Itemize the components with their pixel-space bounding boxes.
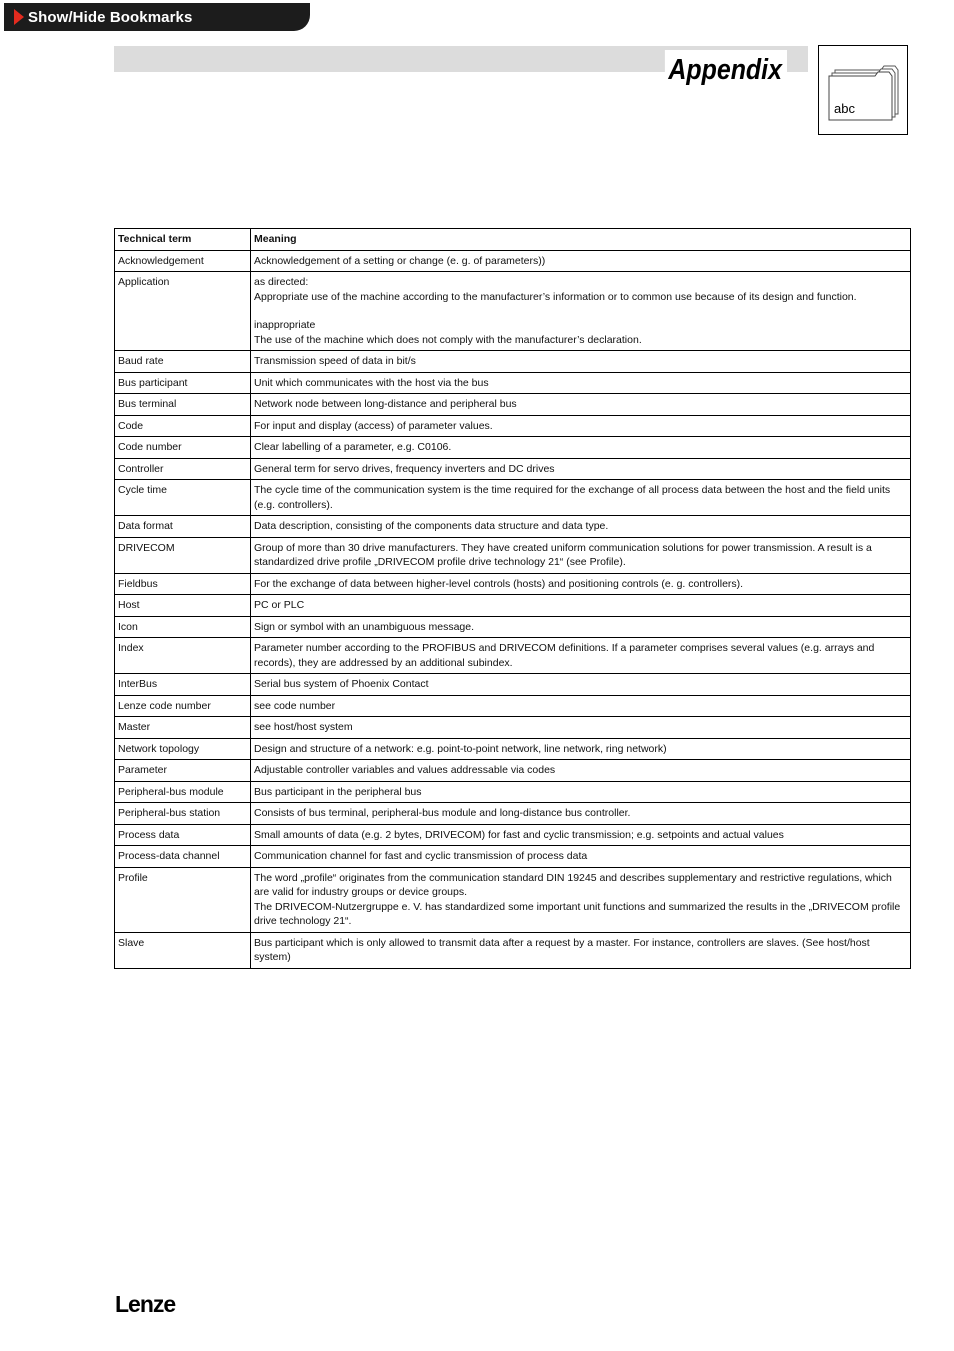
meaning-line: Parameter number according to the PROFIBUS and DRIVECOM definitions. If a parameter comprises several values (e.g. arrays and records), they are addressed by an additional subindex. (254, 642, 875, 669)
table-row (115, 803, 911, 825)
table-row (115, 738, 911, 760)
term-cell: Cycle time (115, 480, 251, 516)
meaning-line: Bus participant which is only allowed to transmit data after a request by a master. For instance, controllers are slaves. (See host/host system) (254, 936, 870, 963)
meaning-line: Small amounts of data (e.g. 2 bytes, DRIVECOM) for fast and cyclic transmission; e.g. setpoints and actual values (254, 828, 784, 841)
section-tab (818, 45, 908, 135)
meaning-line: Network node between long-distance and peripheral bus (254, 398, 517, 410)
glossary-table (114, 228, 911, 969)
meaning-cell (251, 616, 911, 638)
table-row (115, 480, 911, 516)
meaning-cell (251, 781, 911, 803)
table-row (115, 638, 911, 674)
meaning-cell (251, 480, 911, 516)
term-cell: InterBus (115, 674, 251, 696)
meaning-line (254, 304, 907, 318)
table-row (115, 394, 911, 416)
table-row (115, 932, 911, 968)
meaning-line: For the exchange of data between higher-level controls (hosts) and positioning controls (e. g. controllers). (254, 577, 744, 590)
meaning-cell (251, 372, 911, 394)
meaning-cell (251, 351, 911, 373)
term-cell: Slave (115, 932, 251, 968)
term-cell: Parameter (115, 760, 251, 782)
term-cell: Code number (115, 437, 251, 459)
meaning-line: PC or PLC (254, 599, 305, 611)
table-row (115, 415, 911, 437)
term-cell: Process-data channel (115, 846, 251, 868)
table-row (115, 760, 911, 782)
meaning-line: Acknowledgement of a setting or change (e. g. of parameters)) (254, 254, 546, 267)
meaning-cell (251, 394, 911, 416)
table-row (115, 537, 911, 573)
meaning-cell (251, 760, 911, 782)
table-row (115, 781, 911, 803)
term-cell: Profile (115, 867, 251, 932)
meaning-line: Serial bus system of Phoenix Contact (254, 678, 429, 690)
meaning-line: Data description, consisting of the components data structure and data type. (254, 520, 609, 532)
term-cell: Acknowledgement (115, 250, 251, 272)
meaning-line: see code number (254, 699, 336, 712)
table-body (115, 250, 911, 968)
term-cell: Master (115, 717, 251, 739)
term-cell: Icon (115, 616, 251, 638)
meaning-cell (251, 516, 911, 538)
term-cell: Bus participant (115, 372, 251, 394)
meaning-cell (251, 867, 911, 932)
table-row (115, 695, 911, 717)
meaning-line: Design and structure of a network: e.g. point-to-point network, line network, ring network) (254, 742, 667, 755)
meaning-line: inappropriate (254, 319, 316, 331)
meaning-cell (251, 415, 911, 437)
term-cell: Index (115, 638, 251, 674)
table-row (115, 351, 911, 373)
term-cell: Fieldbus (115, 573, 251, 595)
folder-tabs-icon (819, 46, 907, 134)
term-cell: Peripheral-bus station (115, 803, 251, 825)
table-row (115, 272, 911, 351)
meaning-line: Group of more than 30 drive manufacturers. They have created uniform communication solutions for power transmission. A result is a standardized drive profile „DRIVECOM profile drive technology 21“ (see Profile). (254, 541, 872, 568)
triangle-right-icon (14, 9, 24, 25)
meaning-line: Adjustable controller variables and values addressable via codes (254, 764, 556, 776)
meaning-line: as directed: (254, 276, 309, 288)
table-row (115, 674, 911, 696)
column-header-meaning: Meaning (251, 229, 911, 251)
meaning-line: The DRIVECOM-Nutzergruppe e. V. has standardized some important unit functions and summarized the results in the „DRIVECOM profile drive technology 21“. (254, 900, 901, 927)
meaning-line: General term for servo drives, frequency inverters and DC drives (254, 462, 555, 475)
term-cell: Network topology (115, 738, 251, 760)
table-row (115, 372, 911, 394)
meaning-cell (251, 824, 911, 846)
meaning-cell (251, 717, 911, 739)
table-row (115, 846, 911, 868)
meaning-cell (251, 738, 911, 760)
meaning-cell (251, 932, 911, 968)
table-row (115, 250, 911, 272)
meaning-line: Clear labelling of a parameter, e.g. C0106. (254, 441, 452, 453)
term-cell: Baud rate (115, 351, 251, 373)
term-cell: Bus terminal (115, 394, 251, 416)
meaning-cell (251, 674, 911, 696)
meaning-line: Sign or symbol with an unambiguous message. (254, 620, 475, 633)
meaning-line: Bus participant in the peripheral bus (254, 785, 422, 798)
meaning-line: Consists of bus terminal, peripheral-bus module and long-distance bus controller. (254, 807, 631, 819)
meaning-line: see host/host system (254, 721, 353, 733)
meaning-cell (251, 537, 911, 573)
table-row (115, 573, 911, 595)
column-header-term: Technical term (115, 229, 251, 251)
meaning-cell (251, 803, 911, 825)
term-cell: Host (115, 595, 251, 617)
table-row (115, 717, 911, 739)
tab-label: abc (834, 101, 855, 116)
table-row (115, 616, 911, 638)
table-row (115, 867, 911, 932)
meaning-cell (251, 272, 911, 351)
show-hide-bookmarks-button[interactable] (4, 3, 310, 31)
bookmarks-label: Show/Hide Bookmarks (28, 8, 193, 26)
table-row (115, 516, 911, 538)
meaning-line: Transmission speed of data in bit/s (254, 355, 416, 367)
meaning-cell (251, 437, 911, 459)
term-cell: Application (115, 272, 251, 351)
table-row (115, 437, 911, 459)
term-cell: Lenze code number (115, 695, 251, 717)
table-row (115, 458, 911, 480)
term-cell: Code (115, 415, 251, 437)
meaning-cell (251, 573, 911, 595)
meaning-line: The word „profile“ originates from the communication standard DIN 19245 and describes supplementary and restrictive regulations, which are valid for industry groups or device groups. (254, 871, 892, 898)
meaning-line: Unit which communicates with the host via the bus (254, 376, 489, 389)
table-row (115, 595, 911, 617)
page-title: Appendix (665, 50, 787, 90)
term-cell: Data format (115, 516, 251, 538)
meaning-cell (251, 458, 911, 480)
meaning-line: The cycle time of the communication system is the time required for the exchange of all process data between the host and the field units (e.g. controllers). (254, 484, 891, 511)
table-row (115, 824, 911, 846)
term-cell: Peripheral-bus module (115, 781, 251, 803)
meaning-line: Communication channel for fast and cyclic transmission of process data (254, 850, 588, 862)
term-cell: DRIVECOM (115, 537, 251, 573)
meaning-cell (251, 250, 911, 272)
meaning-cell (251, 846, 911, 868)
table-header-row (115, 229, 911, 251)
meaning-line: For input and display (access) of parameter values. (254, 419, 493, 432)
meaning-line: The use of the machine which does not comply with the manufacturer’s declaration. (254, 333, 642, 346)
meaning-line: Appropriate use of the machine according to the manufacturer’s information or to common use because of its design and function. (254, 290, 857, 303)
term-cell: Controller (115, 458, 251, 480)
meaning-cell (251, 638, 911, 674)
meaning-cell (251, 695, 911, 717)
term-cell: Process data (115, 824, 251, 846)
lenze-logo: Lenze (115, 1291, 176, 1317)
meaning-cell (251, 595, 911, 617)
